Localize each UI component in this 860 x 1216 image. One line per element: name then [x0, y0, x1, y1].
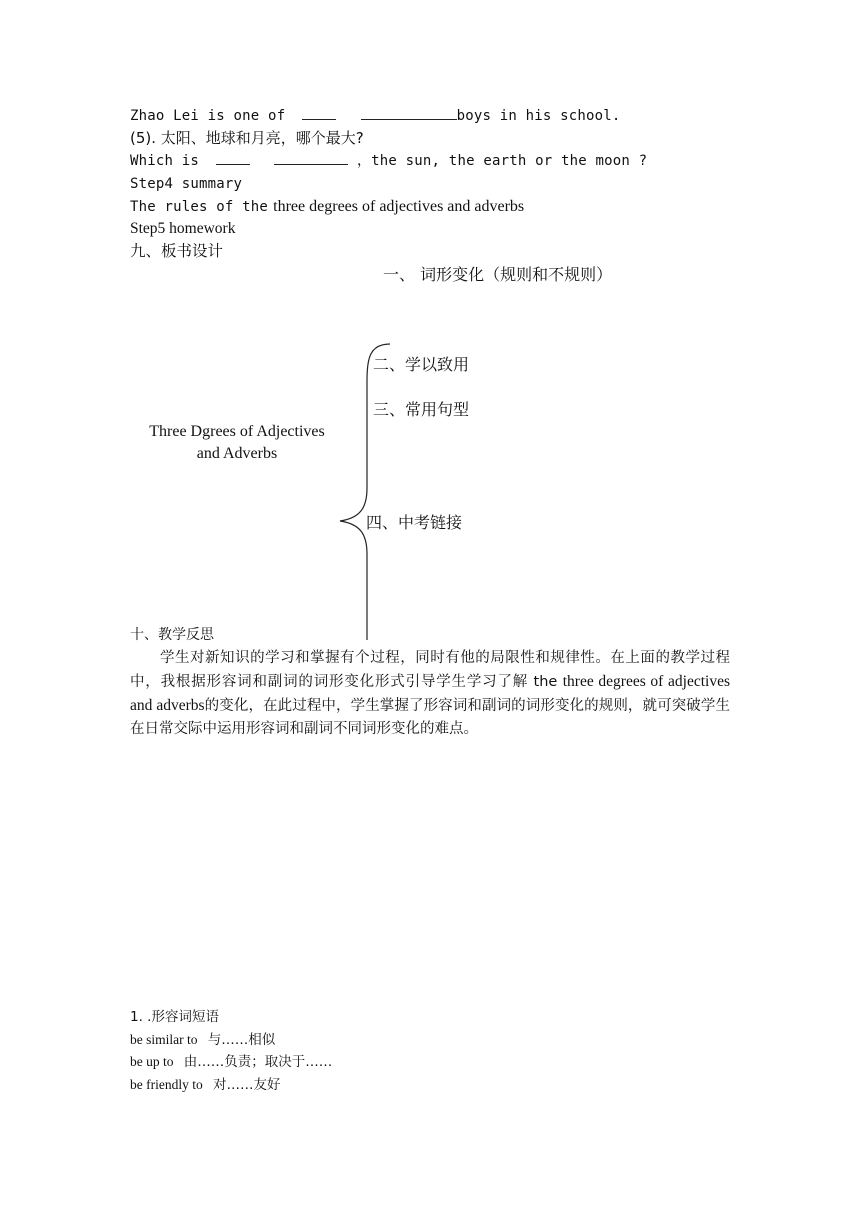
phrase-chinese: 与……相似 — [207, 1032, 276, 1048]
phrase-english: be up to — [130, 1054, 174, 1069]
phrase-chinese: 对……友好 — [213, 1077, 281, 1093]
question-5-label: (5). 太阳、地球和月亮，哪个最大? — [130, 129, 364, 147]
answer-blank — [361, 106, 457, 120]
board-item-three: 三、常用句型 — [373, 400, 470, 419]
answer-blank — [302, 106, 336, 120]
zhao-lei-sentence-start: Zhao Lei is one of — [130, 108, 286, 124]
reflection-text-english: three degrees of adjectives and adverbs — [130, 673, 730, 714]
which-sentence — [130, 151, 647, 171]
zhao-lei-sentence — [130, 106, 621, 126]
reflection-text-part2: 的变化，在此过程中，学生掌握了形容词和副词的词形变化的规则，就可突破学生在日常交际中运用形容词和副词不同词形变化的难点。 — [130, 698, 730, 737]
phrase-chinese: 由……负责；取决于…… — [183, 1054, 333, 1070]
phrase-english: be similar to — [130, 1032, 198, 1047]
step4-heading: Step4 summary — [130, 176, 243, 192]
zhao-lei-sentence-end: boys in his school. — [456, 108, 621, 124]
rules-line-start: The rules of the — [130, 199, 269, 215]
phrases-heading: 1. .形容词短语 — [130, 1009, 219, 1025]
phrase-item — [130, 1030, 275, 1050]
board-heading-one: 一、 词形变化（规则和不规则） — [383, 265, 613, 284]
board-item-four: 四、中考链接 — [366, 513, 463, 532]
curly-brace-icon — [330, 340, 400, 650]
rules-line — [130, 196, 524, 217]
reflection-paragraph — [130, 647, 730, 741]
board-center-title — [137, 421, 337, 465]
answer-blank — [274, 151, 348, 165]
phrase-item — [130, 1075, 281, 1095]
board-design-section-title: 九、板书设计 — [130, 242, 224, 260]
board-center-title-line2: and Adverbs — [196, 445, 278, 462]
rules-line-topic: three degrees of adjectives and adverbs — [273, 198, 525, 215]
board-center-title-line1: Three Dgrees of Adjectives — [149, 423, 325, 440]
board-item-two: 二、学以致用 — [373, 355, 470, 374]
phrase-item — [130, 1052, 332, 1072]
answer-blank — [216, 151, 250, 165]
reflection-text-part1: 学生对新知识的学习和掌握有个过程，同时有他的局限性和规律性。在上面的教学过程中，我根据形容词和副词的词形变化形式引导学生学习了解 the — [130, 650, 730, 690]
reflection-heading: 十、教学反思 — [130, 627, 214, 643]
which-sentence-end: ，the sun, the earth or the moon ? — [356, 153, 648, 169]
which-sentence-start: Which is — [130, 153, 200, 169]
step5-heading: Step5 homework — [130, 220, 236, 237]
phrase-english: be friendly to — [130, 1077, 203, 1092]
